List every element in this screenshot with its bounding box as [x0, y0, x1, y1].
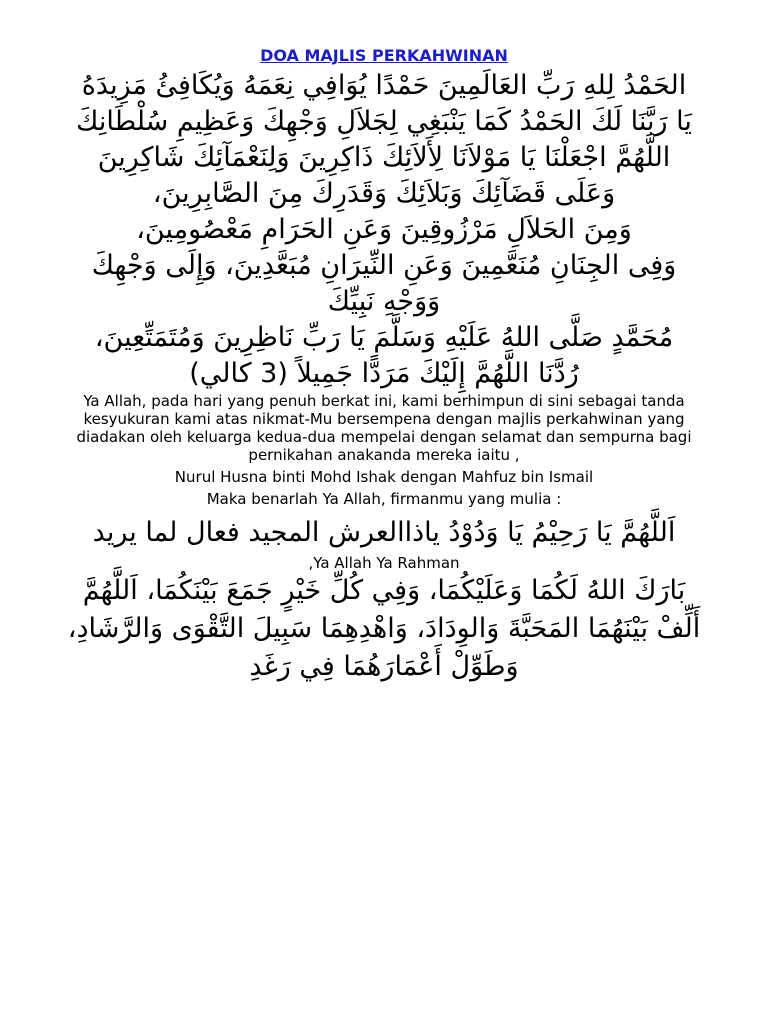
arabic-line-8: رُدَّنَا اللَّهُمَّ إِلَيْكَ مَرَدًّا جَمِيلاً (3 كالي)	[189, 358, 579, 389]
rahman-line: ,Ya Allah Ya Rahman	[308, 554, 460, 572]
arabic-line-1: الحَمْدُ لِلهِ رَبِّ العَالَمِينَ حَمْدًا يُوَافِي نِعَمَهُ وَيُكَافِئُ مَزِيدَهُ	[81, 70, 687, 101]
page-title: DOA MAJLIS PERKAHWINAN	[260, 46, 508, 65]
document-page	[60, 46, 708, 686]
maka-line: Maka benarlah Ya Allah, firmanmu yang mulia :	[206, 490, 562, 508]
arabic-line-3: اللَّهُمَّ اجْعَلْنَا يَا مَوْلاَنَا لِأَلاَئِكَ ذَاكِرِينَ وَلِنَعْمَآئِكَ شَاكِرِينَ	[97, 142, 671, 173]
arabic-line-2: يَا رَبَّنَا لَكَ الحَمْدُ كَمَا يَنْبَغِي لِجَلاَلِ وَجْهِكَ وَعَظِيمِ سُلْطَانِكَ	[76, 106, 692, 137]
arabic-line-7: مُحَمَّدٍ صَلَّى اللهُ عَلَيْهِ وَسَلَّمَ يَا رَبِّ نَاظِرِينَ وَمُتَمَتِّعِينَ،	[94, 322, 674, 353]
couple-names: Nurul Husna binti Mohd Ishak dengan Mahfuz bin Ismail	[174, 468, 594, 486]
malay-paragraph: Ya Allah, pada hari yang penuh berkat ini, kami berhimpun di sini sebagai tanda kesyukuran kami atas nikmat-Mu bersempena dengan majlis perkahwinan yang diadakan oleh keluarga kedua-dua mempelai dengan selamat dan sempurna bagi pernikahan anakanda mereka iaitu ,	[76, 392, 692, 464]
arabic-line-4: وَعَلَى قَضَآئِكَ وَبَلاَئِكَ وَقَدَرِكَ مِنَ الصَّابِرِينَ،	[152, 178, 616, 209]
arabic-verse: اَللَّهُمَّ يَا رَحِيْمُ يَا وَدُوْدُ ياذاالعرش المجيد فعال لما يريد	[92, 517, 676, 548]
arabic-line-6: وَفِى الجِنَانِ مُنَعَّمِينَ وَعَنِ النِّيرَانِ مُبَعَّدِينَ، وَإِلَى وَجْهِكَ وَوَجْهِ نَبِيِّكَ	[91, 250, 677, 317]
arabic-line-5: وَمِنَ الحَلاَلِ مَرْزُوقِينَ وَعَنِ الحَرَامِ مَعْصُومِينَ،	[136, 214, 632, 245]
arabic-closing: بَارَكَ اللهُ لَكُمَا وَعَلَيْكُمَا، وَفِي كُلِّ خَيْرٍ جَمَعَ بَيْنَكُمَا، اَللَّهُمَّ أَلِّفْ بَيْنَهُمَا المَحَبَّةَ وَالوِدَادَ، وَاهْدِهِمَا سَبِيلَ التَّقْوَى وَالرَّشَادِ، وَطَوِّلْ أَعْمَارَهُمَا فِي رَغَدِ	[67, 575, 701, 682]
